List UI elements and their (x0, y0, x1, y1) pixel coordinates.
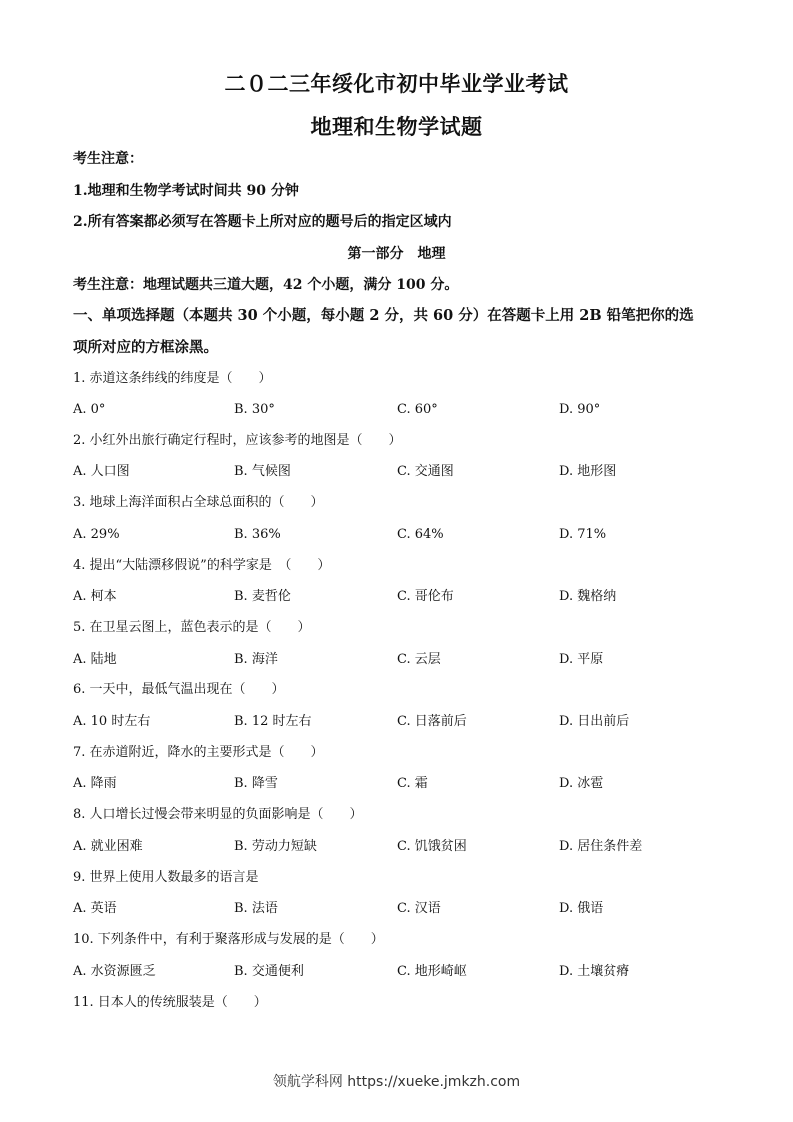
option-b: B. 麦哲伦 (234, 589, 291, 604)
question-7-options (73, 774, 733, 794)
option-c: C. 交通图 (397, 464, 454, 479)
option-a: A. 就业困难 (73, 839, 143, 854)
option-a: A. 柯本 (73, 589, 117, 604)
question-3-options (73, 525, 733, 545)
question-1-options (73, 400, 733, 420)
option-b: B. 劳动力短缺 (234, 839, 317, 854)
option-d: D. 平原 (559, 652, 604, 667)
option-c: C. 饥饿贫困 (397, 839, 467, 854)
question-7-stem: 7. 在赤道附近，降水的主要形式是（ ） (73, 745, 324, 760)
option-c: C. 64% (397, 527, 444, 542)
option-b: B. 气候图 (234, 464, 291, 479)
option-c: C. 日落前后 (397, 714, 467, 729)
option-a: A. 29% (73, 527, 120, 542)
option-d: D. 地形图 (559, 464, 617, 479)
option-c: C. 霜 (397, 776, 428, 791)
option-d: D. 90° (559, 402, 601, 417)
option-b: B. 海洋 (234, 652, 278, 667)
option-b: B. 36% (234, 527, 281, 542)
question-8-stem: 8. 人口增长过慢会带来明显的负面影响是（ ） (73, 807, 363, 822)
option-c: C. 云层 (397, 652, 441, 667)
option-d: D. 71% (559, 527, 607, 542)
section-instruction-line-1: 一、单项选择题（本题共 30 个小题，每小题 2 分，共 60 分）在答题卡上用 2B 铅笔把你的选 (73, 307, 694, 324)
footer-watermark: 领航学科网 https://xueke.jmkzh.com (272, 1074, 521, 1090)
question-2-stem: 2. 小红外出旅行确定行程时，应该参考的地图是（ ） (73, 433, 402, 448)
notice-item-2: 2.所有答案都必须写在答题卡上所对应的题号后的指定区域内 (73, 214, 452, 230)
option-d: D. 俄语 (559, 901, 604, 916)
part-notice: 考生注意：地理试题共三道大题，42 个小题，满分 100 分。 (73, 277, 459, 293)
option-d: D. 冰雹 (559, 776, 604, 791)
question-9-options (73, 899, 733, 919)
option-b: B. 降雪 (234, 776, 278, 791)
option-b: B. 交通便利 (234, 964, 304, 979)
page-subtitle: 地理和生物学试题 (310, 114, 483, 139)
option-a: A. 0° (73, 402, 106, 417)
question-4-options (73, 587, 733, 607)
question-11-stem: 11. 日本人的传统服装是（ ） (73, 995, 267, 1010)
question-6-options (73, 712, 733, 732)
question-10-stem: 10. 下列条件中，有利于聚落形成与发展的是（ ） (73, 932, 384, 947)
option-a: A. 降雨 (73, 776, 117, 791)
notice-heading: 考生注意： (73, 151, 143, 167)
question-4-stem: 4. 提出“大陆漂移假说”的科学家是 （ ） (73, 558, 331, 573)
question-2-options (73, 462, 733, 482)
option-d: D. 日出前后 (559, 714, 630, 729)
part-title: 第一部分 地理 (347, 246, 446, 262)
option-a: A. 10 时左右 (73, 714, 151, 729)
option-c: C. 汉语 (397, 901, 441, 916)
option-b: B. 12 时左右 (234, 714, 312, 729)
question-6-stem: 6. 一天中，最低气温出现在（ ） (73, 682, 285, 697)
section-instruction-line-2: 项所对应的方框涂黑。 (73, 339, 218, 356)
page-title: 二０二三年绥化市初中毕业学业考试 (224, 71, 569, 96)
question-9-stem: 9. 世界上使用人数最多的语言是 (73, 870, 259, 885)
question-5-options (73, 650, 733, 670)
question-3-stem: 3. 地球上海洋面积占全球总面积的（ ） (73, 495, 324, 510)
option-d: D. 魏格纳 (559, 589, 617, 604)
notice-item-1: 1.地理和生物学考试时间共 90 分钟 (73, 183, 299, 199)
option-d: D. 居住条件差 (559, 839, 643, 854)
option-a: A. 英语 (73, 901, 117, 916)
option-d: D. 土壤贫瘠 (559, 964, 630, 979)
question-8-options (73, 837, 733, 857)
option-c: C. 地形崎岖 (397, 964, 467, 979)
question-10-options (73, 962, 733, 982)
question-5-stem: 5. 在卫星云图上，蓝色表示的是（ ） (73, 620, 311, 635)
option-b: B. 30° (234, 402, 275, 417)
option-a: A. 人口图 (73, 464, 130, 479)
question-1-stem: 1. 赤道这条纬线的纬度是（ ） (73, 371, 272, 386)
option-c: C. 60° (397, 402, 438, 417)
option-b: B. 法语 (234, 901, 278, 916)
option-a: A. 水资源匮乏 (73, 964, 156, 979)
option-a: A. 陆地 (73, 652, 117, 667)
option-c: C. 哥伦布 (397, 589, 454, 604)
